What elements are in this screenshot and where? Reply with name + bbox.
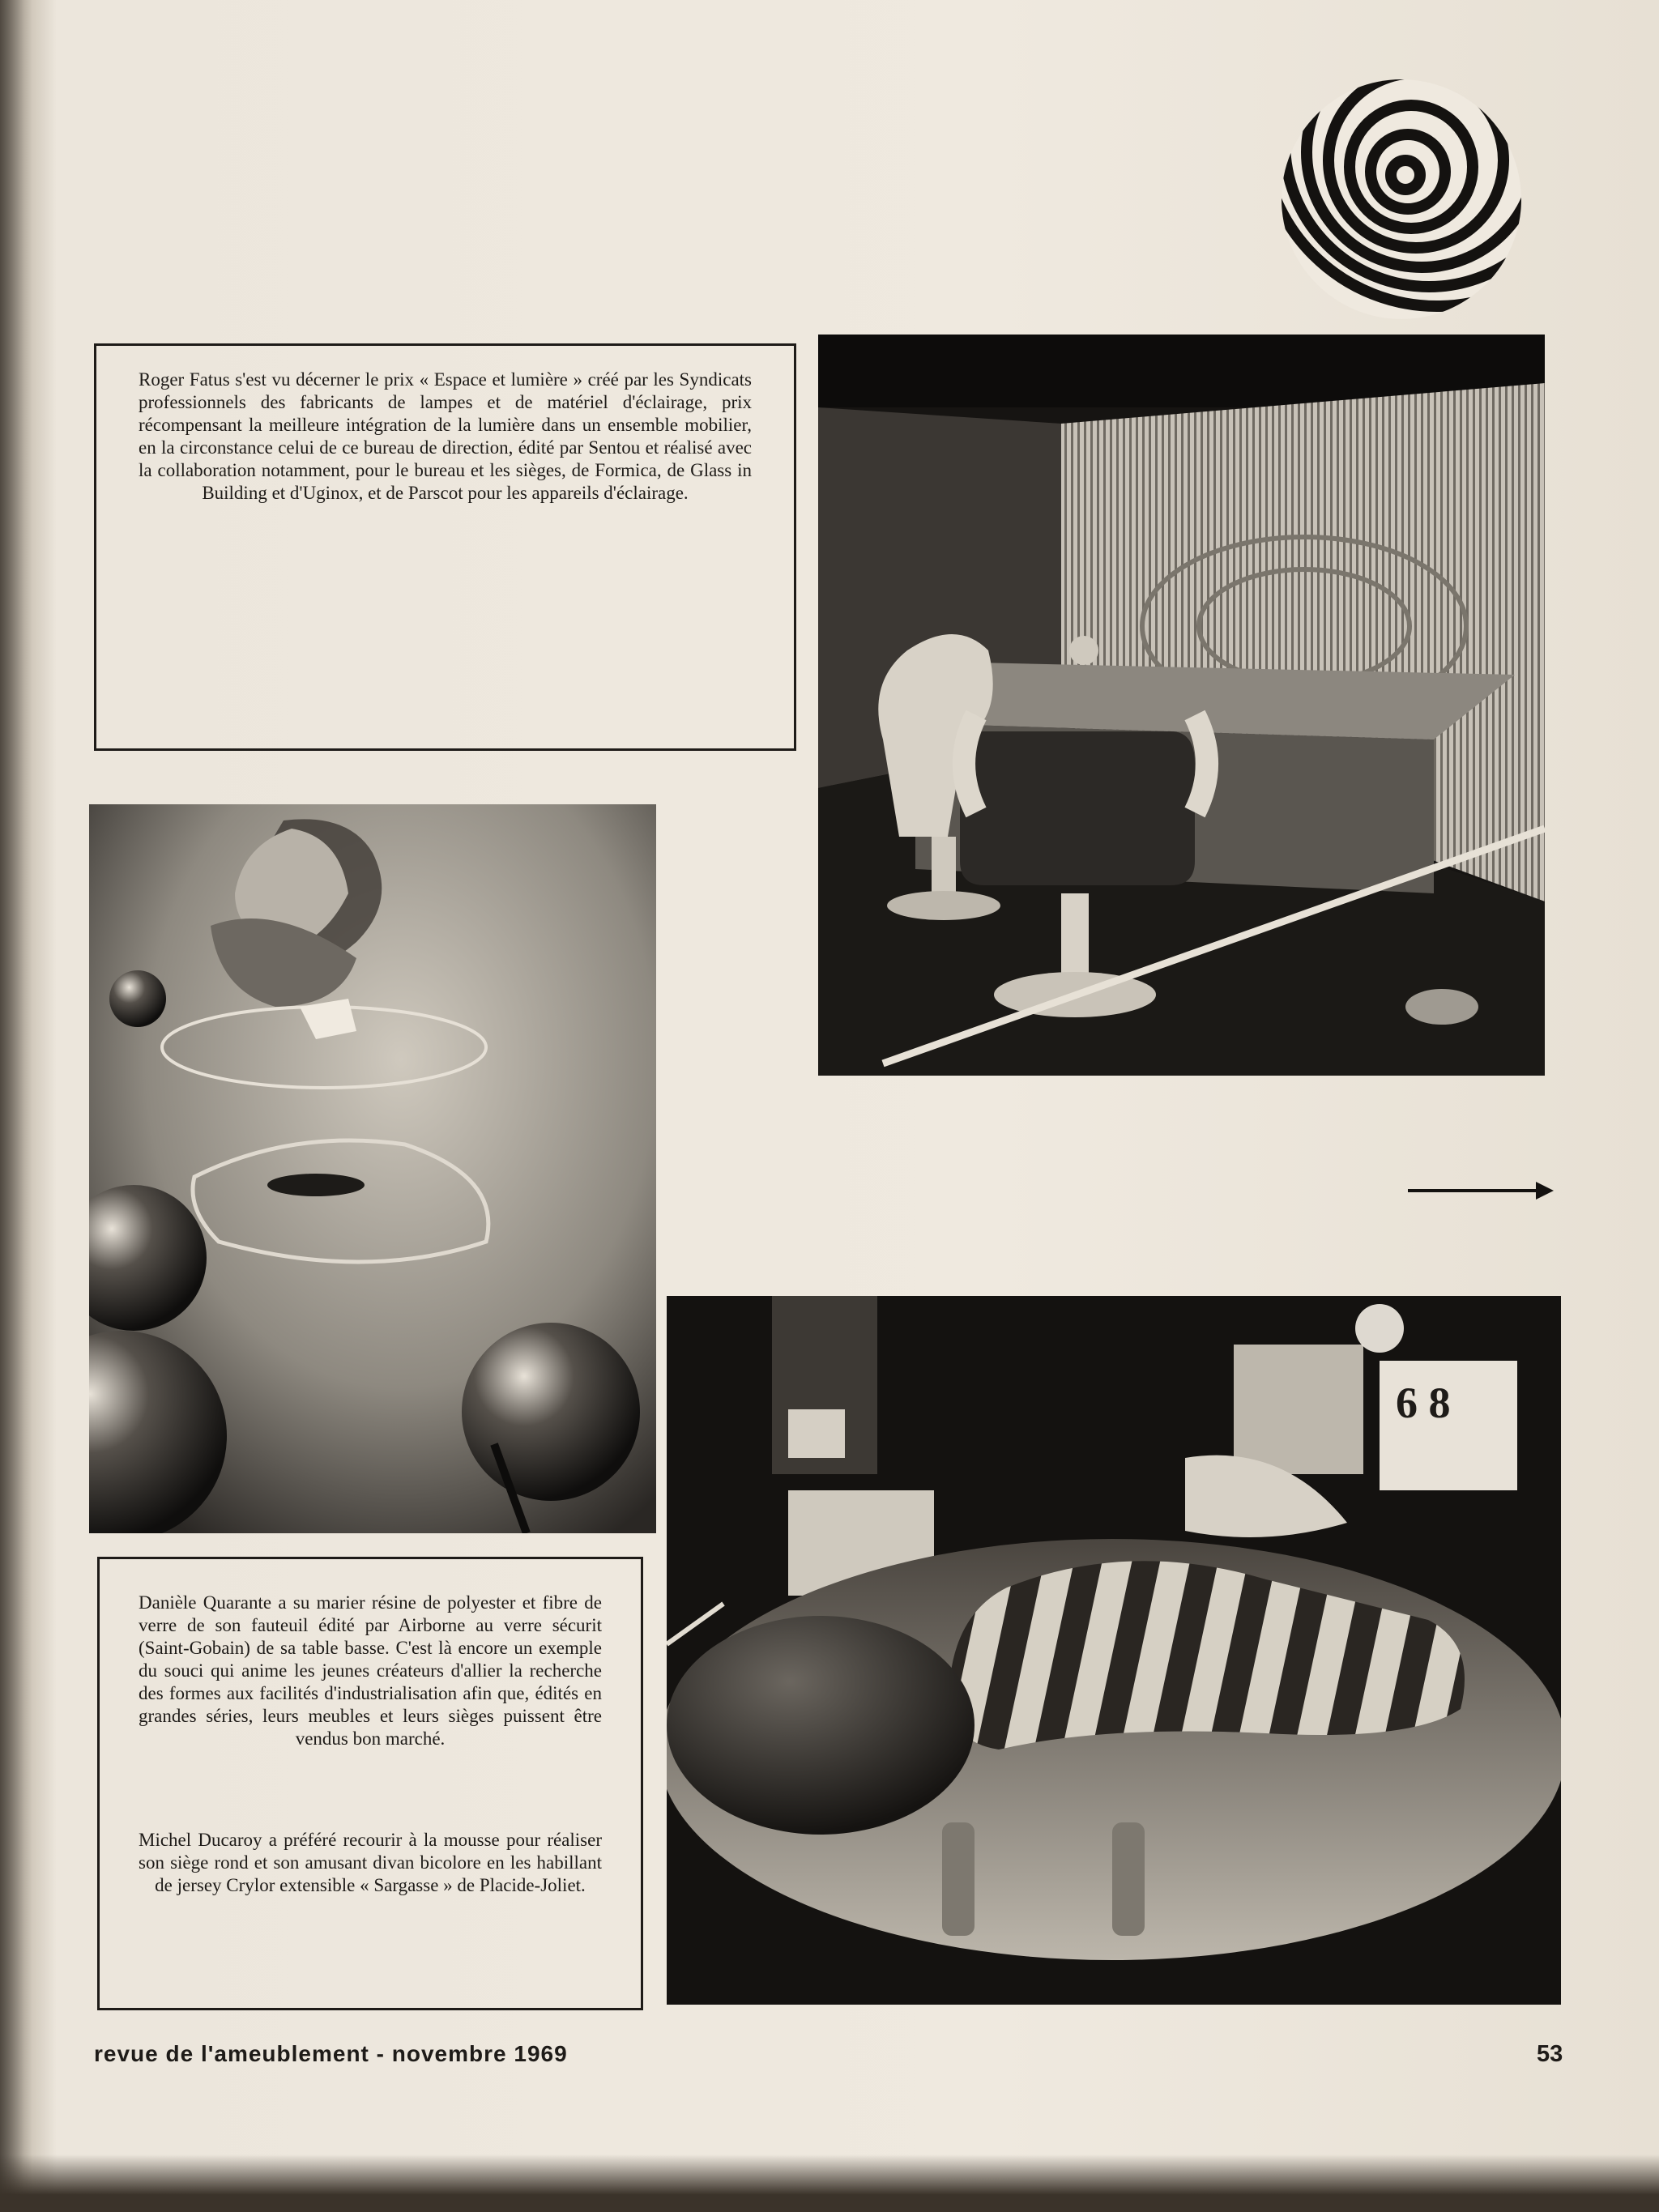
spine-shadow bbox=[0, 0, 32, 2212]
table-edge-shadow bbox=[0, 2154, 1659, 2212]
photo-armchair-glass-table bbox=[89, 804, 656, 1533]
photo-office-desk bbox=[818, 335, 1545, 1076]
caption-fatus: Roger Fatus s'est vu décerner le prix « Espace et lumière » créé par les Syndicats professionnels des fabricants de lampes et de matériel d'éclairage, prix récompensant la meilleure intégration de la lumière dans un ensemble mobilier, en la circonstance celui de ce bureau de direction, édité par Sentou et réalisé avec la collaboration notamment, pour le bureau et les sièges, de Formica, de Glass in Building et d'Uginox, et de Parscot pour les appareils d'éclairage. bbox=[139, 369, 752, 503]
footer-publication: revue de l'ameublement - novembre 1969 bbox=[94, 2041, 568, 2066]
page-number: 53 bbox=[1537, 2041, 1563, 2067]
caption-ducaroy: Michel Ducaroy a préféré recourir à la mousse pour réaliser son siège rond et son amusant divan bicolore en les habillant de jersey Crylor extensible « Sargasse » de Placide-Joliet. bbox=[139, 1830, 602, 1895]
caption-quarante: Danièle Quarante a su marier résine de polyester et fibre de verre de son fauteuil édité par Airborne au verre sécurit (Saint-Gobain) de sa table basse. C'est là encore un exemple du souci qui anime les jeunes créateurs d'allier la recherche des formes aux facilités d'industrialisation afin que, édités en grandes séries, leurs meubles et leurs sièges puissent être vendus bon marché. bbox=[139, 1592, 602, 1749]
svg-text:6 8: 6 8 bbox=[1396, 1379, 1451, 1427]
concentric-spiral-icon bbox=[1280, 78, 1523, 321]
caption-box-fatus bbox=[94, 343, 796, 751]
caption-box-quarante-ducaroy bbox=[97, 1557, 643, 2010]
photo-striped-sofa bbox=[667, 1296, 1561, 2005]
right-arrow-icon bbox=[1408, 1178, 1554, 1203]
